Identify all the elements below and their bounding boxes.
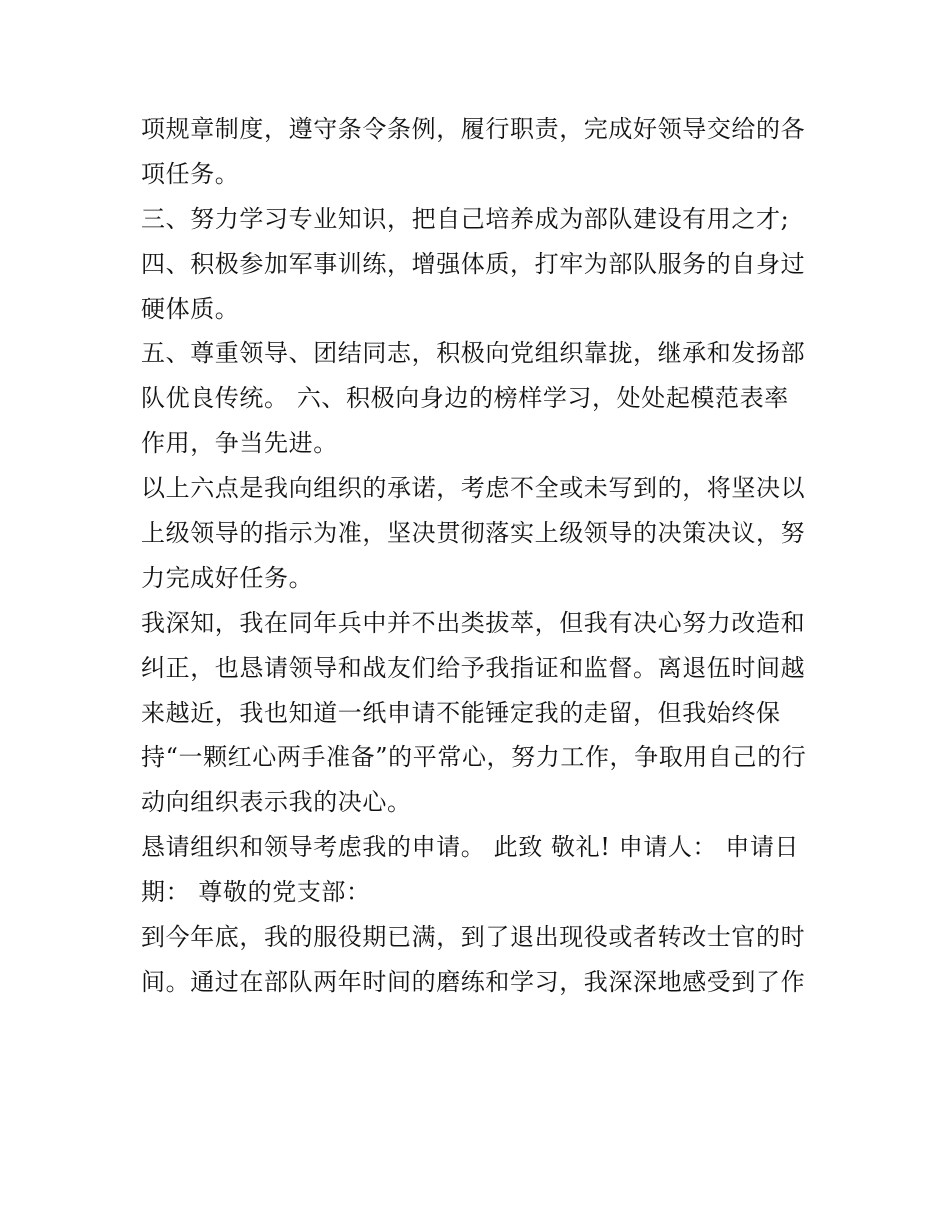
text-line: 间。通过在部队两年时间的磨练和学习，我深深地感受到了作 <box>141 967 806 996</box>
text-line: 纠正，也恳请领导和战友们给予我指证和监督。离退伍时间越 <box>141 653 806 682</box>
text-line: 五、尊重领导、团结同志，积极向党组织靠拢，继承和发扬部 <box>141 339 806 368</box>
text-line: 以上六点是我向组织的承诺，考虑不全或未写到的，将坚决以 <box>141 474 806 503</box>
text-line: 我深知，我在同年兵中并不出类拔萃，但我有决心努力改造和 <box>141 608 806 637</box>
text-line: 项规章制度，遵守条令条例，履行职责，完成好领导交给的各 <box>141 115 806 143</box>
text-line: 持“一颗红心两手准备”的平常心，努力工作，争取用自己的行 <box>141 743 807 772</box>
text-line: 三、努力学习专业知识，把自己培养成为部队建设有用之才; <box>141 204 790 233</box>
text-line: 来越近，我也知道一纸申请不能锤定我的走留，但我始终保 <box>141 698 781 727</box>
text-line: 动向组织表示我的决心。 <box>141 788 412 817</box>
text-line: 恳请组织和领导考虑我的申请。 此致 敬礼! 申请人： 申请日 <box>141 833 800 862</box>
text-line: 队优良传统。 六、积极向身边的榜样学习，处处起模范表率 <box>141 384 789 413</box>
document-body <box>141 107 813 1005</box>
text-line: 四、积极参加军事训练，增强体质，打牢为部队服务的自身过 <box>141 249 806 278</box>
text-line: 项任务。 <box>141 159 240 188</box>
text-line: 上级领导的指示为准，坚决贯彻落实上级领导的决策决议，努 <box>141 519 806 548</box>
text-line: 作用，争当先进。 <box>141 429 338 458</box>
text-line: 力完成好任务。 <box>141 563 314 592</box>
text-line: 到今年底，我的服役期已满，到了退出现役或者转改士官的时 <box>141 923 806 952</box>
text-line: 期： 尊敬的党支部： <box>141 878 371 907</box>
text-line: 硬体质。 <box>141 294 240 323</box>
